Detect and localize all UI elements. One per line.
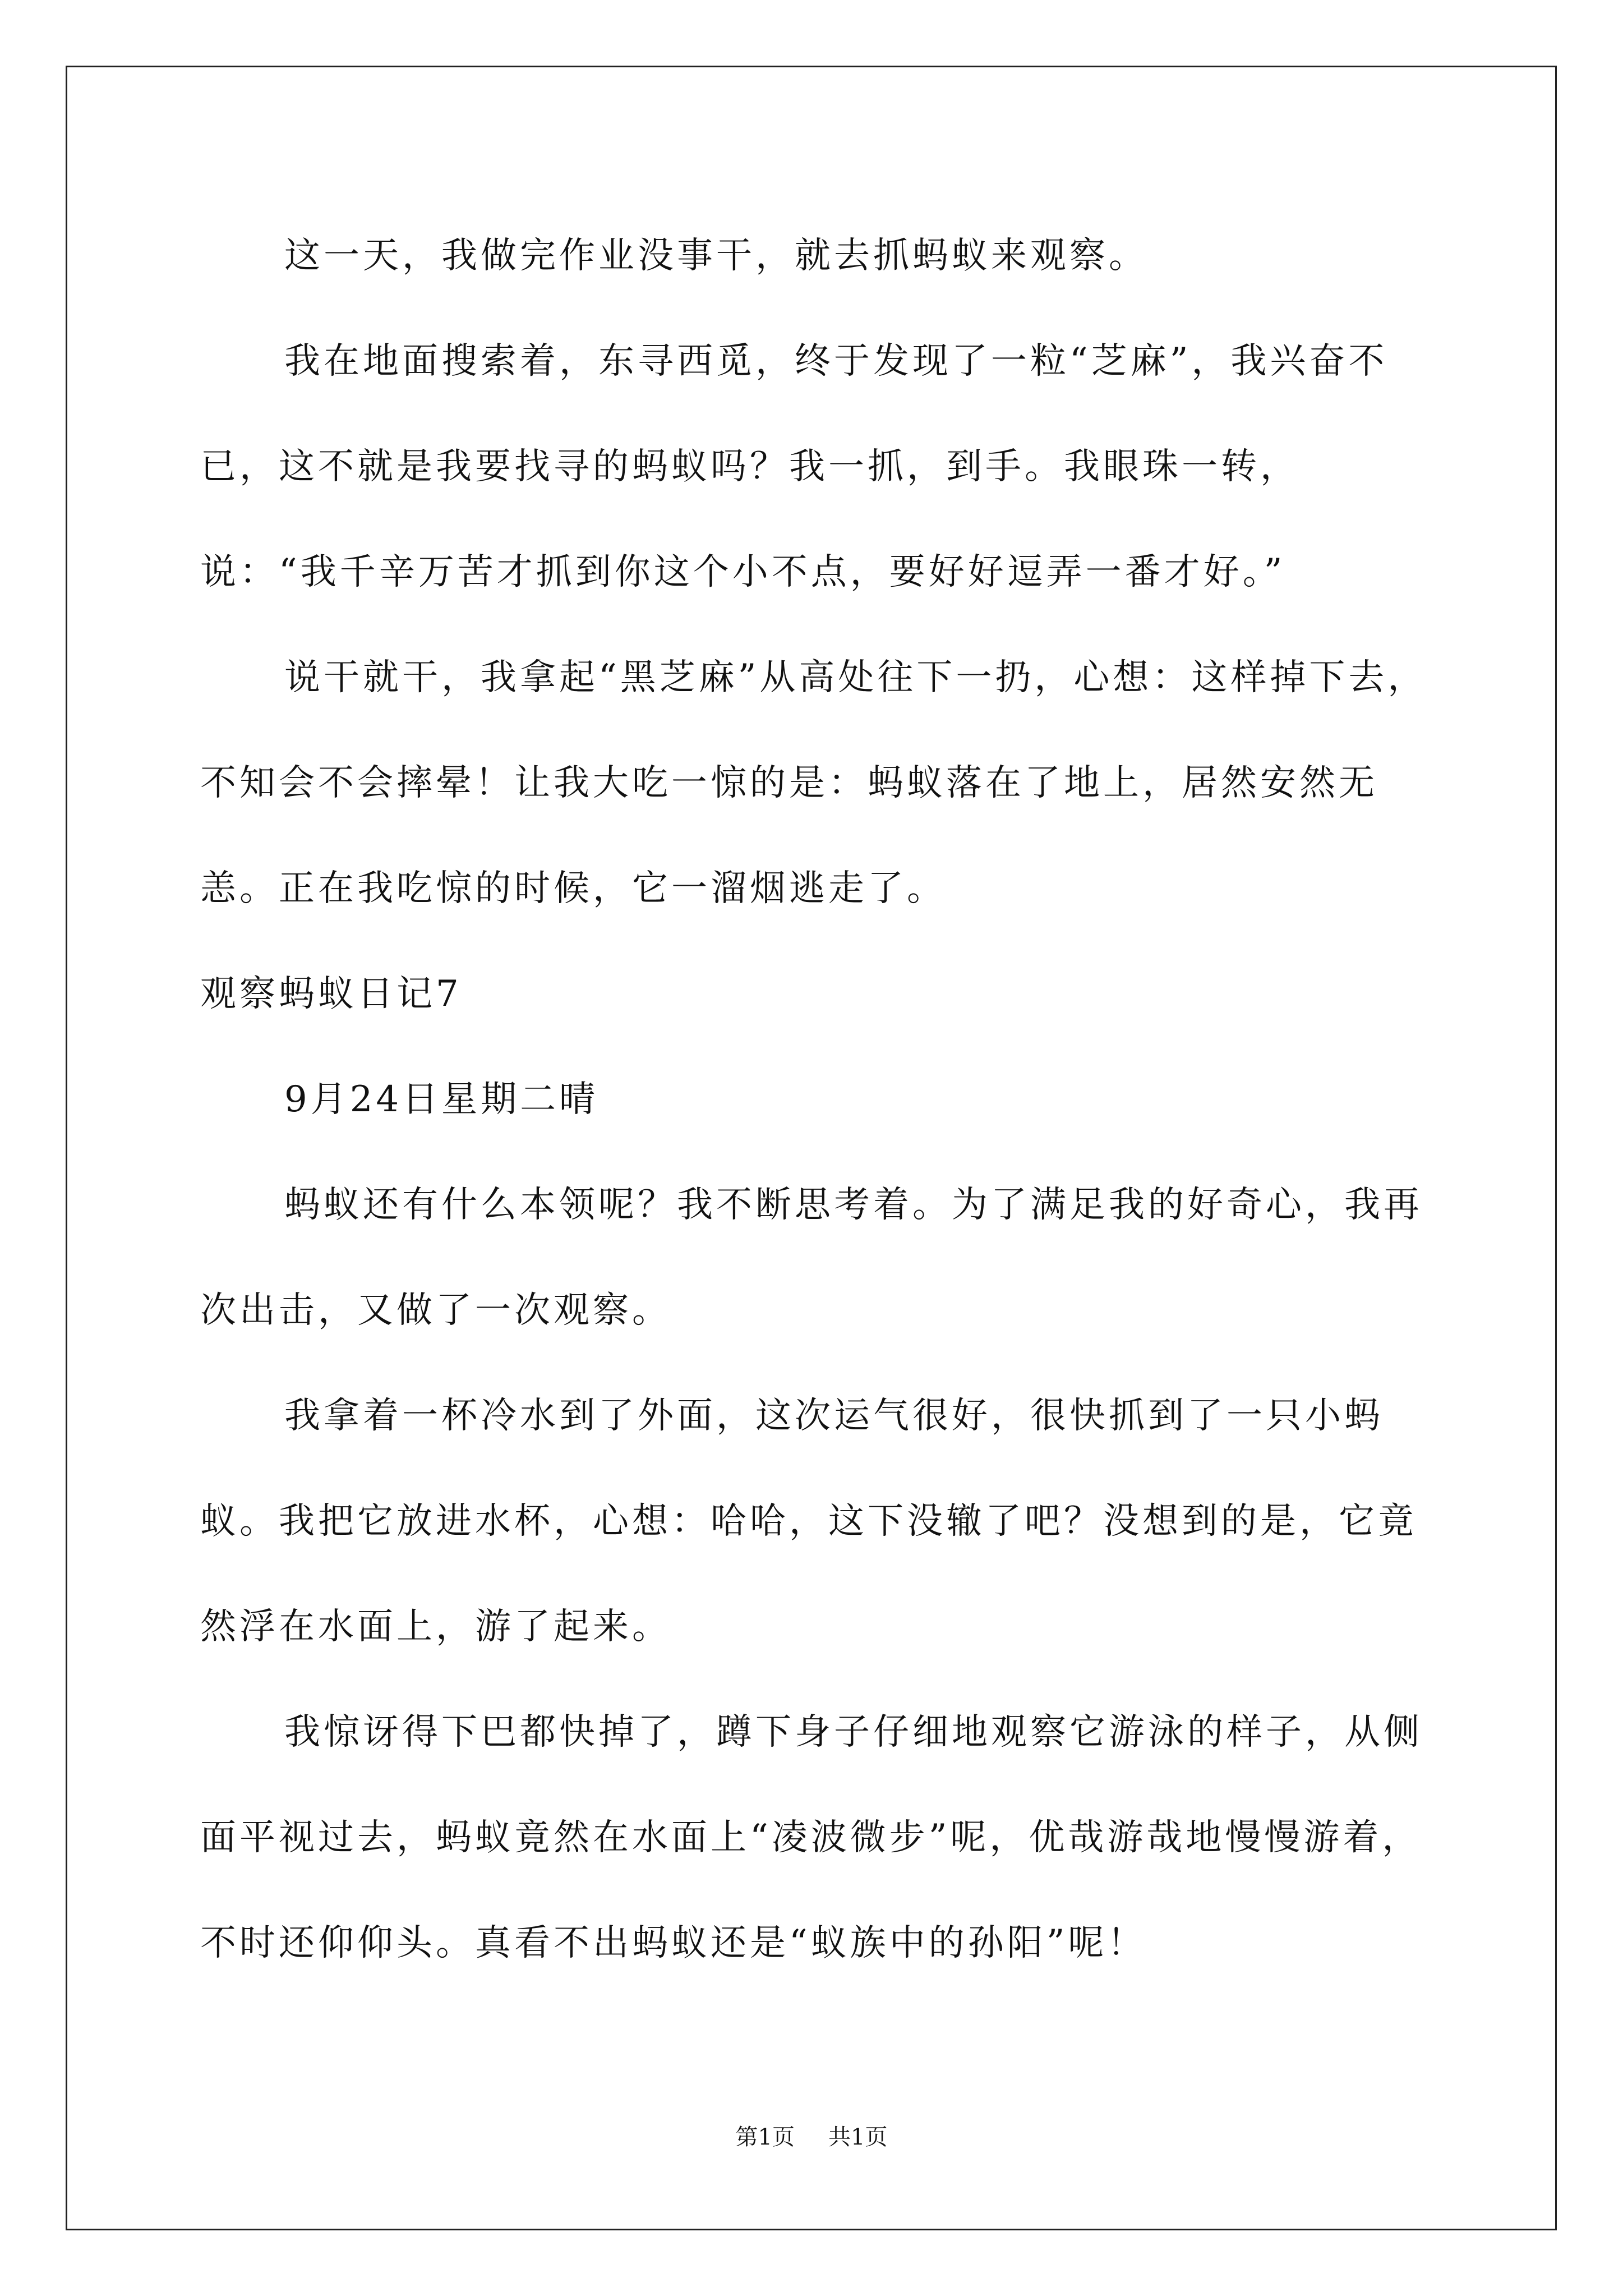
paragraph: 我在地面搜索着，东寻西觅，终于发现了一粒“芝麻”，我兴奋不已，这不就是我要找寻的蚂蚁吗？我一抓，到手。我眼珠一转，说：“我千辛万苦才抓到你这个小不点，要好好逗弄一番才好。”	[200, 341, 1388, 593]
document-body	[200, 203, 1427, 1996]
paragraph: 我拿着一杯冷水到了外面，这次运气很好，很快抓到了一只小蚂蚁。我把它放进水杯，心想：哈哈，这下没辙了吧？没想到的是，它竟然浮在水面上，游了起来。	[200, 1395, 1417, 1648]
page-number: 第1页	[735, 2124, 795, 2150]
paragraph: 蚂蚁还有什么本领呢？我不断思考着。为了满足我的好奇心，我再次出击，又做了一次观察。	[200, 1184, 1423, 1331]
paragraph: 说干就干，我拿起“黑芝麻”从高处往下一扔，心想：这样掉下去，不知会不会摔晕！让我大吃一惊的是：蚂蚁落在了地上，居然安然无恙。正在我吃惊的时候，它一溜烟逃走了。	[200, 657, 1427, 909]
page-total: 共1页	[828, 2124, 888, 2150]
paragraph: 我惊讶得下巴都快掉了，蹲下身子仔细地观察它游泳的样子，从侧面平视过去，蚂蚁竟然在水面上“凌波微步”呢，优哉游哉地慢慢游着，不时还仰仰头。真看不出蚂蚁还是“蚁族中的孙阳”呢！	[200, 1711, 1423, 1964]
date-line: 9月24日星期二晴	[284, 1079, 599, 1120]
section-heading: 观察蚂蚁日记7	[200, 973, 462, 1015]
paragraph: 这一天，我做完作业没事干，就去抓蚂蚁来观察。	[284, 235, 1148, 277]
page-footer	[0, 2123, 1623, 2151]
